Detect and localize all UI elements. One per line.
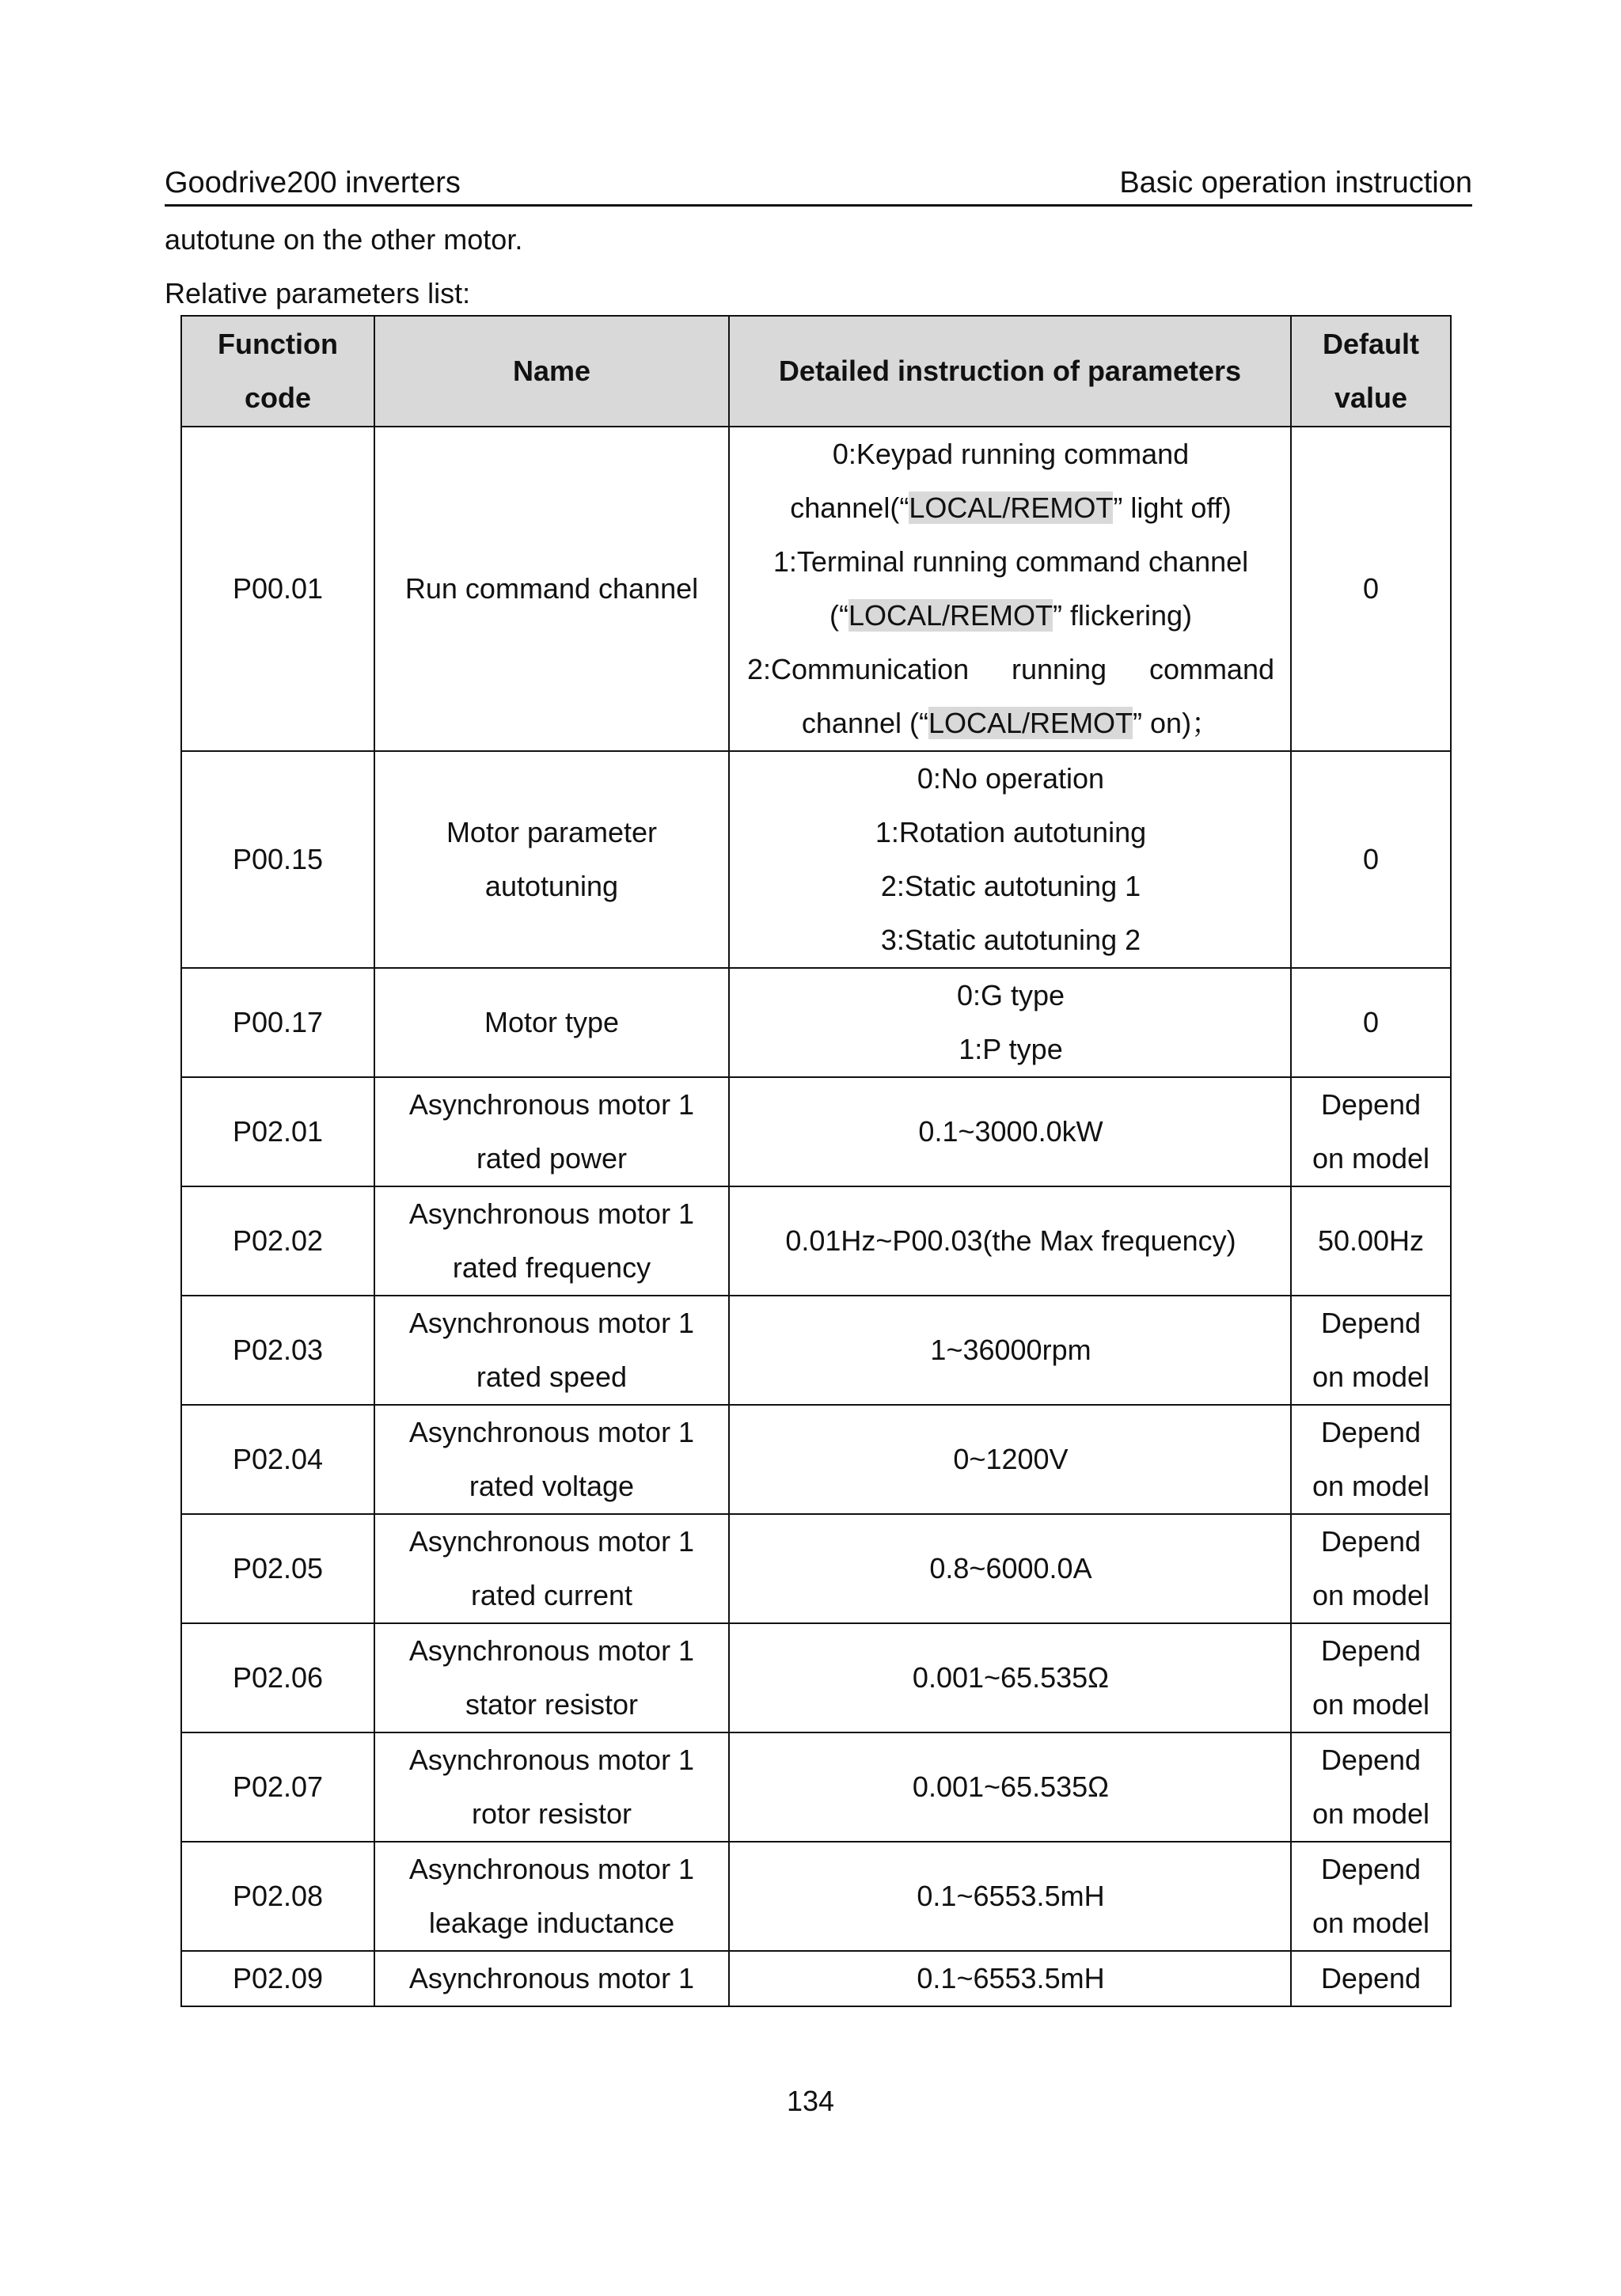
header-function-code: Function code — [181, 316, 374, 427]
table-row — [181, 1951, 1451, 2006]
parameter-name-cell: Asynchronous motor 1 rated frequency — [374, 1186, 729, 1296]
default-value-cell: 0 — [1291, 968, 1451, 1077]
table-row — [181, 1405, 1451, 1514]
description-cell: 0.01Hz~P00.03(the Max frequency) — [729, 1186, 1291, 1296]
parameter-name-cell: Asynchronous motor 1 rated voltage — [374, 1405, 729, 1514]
header-detailed-instruction: Detailed instruction of parameters — [729, 316, 1291, 427]
description-cell: 0.1~6553.5mH — [729, 1951, 1291, 2006]
default-value-cell: Depend on model — [1291, 1732, 1451, 1842]
table-row — [181, 427, 1451, 751]
function-code-cell: P02.02 — [181, 1186, 374, 1296]
parameter-name-cell: Motor parameter autotuning — [374, 751, 729, 968]
page-header — [165, 161, 1472, 207]
highlighted-term: LOCAL/REMOT — [928, 707, 1133, 739]
section-title: Basic operation instruction — [1119, 166, 1472, 199]
description-cell: 0:G type 1:P type — [729, 968, 1291, 1077]
default-value-cell: Depend on model — [1291, 1077, 1451, 1186]
parameter-name-cell: Asynchronous motor 1 rated power — [374, 1077, 729, 1186]
default-value-cell: Depend — [1291, 1951, 1451, 2006]
parameter-name-cell: Asynchronous motor 1 rated speed — [374, 1296, 729, 1405]
table-row — [181, 1623, 1451, 1732]
description-cell: 0.001~65.535Ω — [729, 1623, 1291, 1732]
table-row — [181, 1077, 1451, 1186]
table-row — [181, 1296, 1451, 1405]
function-code-cell: P02.08 — [181, 1842, 374, 1951]
function-code-cell: P02.07 — [181, 1732, 374, 1842]
table-caption: Relative parameters list: — [165, 277, 471, 309]
table-row — [181, 1842, 1451, 1951]
table-row — [181, 751, 1451, 968]
highlighted-term: LOCAL/REMOT — [909, 491, 1114, 524]
default-value-cell: Depend on model — [1291, 1623, 1451, 1732]
intro-text: autotune on the other motor. — [165, 223, 523, 256]
table-row — [181, 1186, 1451, 1296]
description-cell: 0.001~65.535Ω — [729, 1732, 1291, 1842]
table-row — [181, 968, 1451, 1077]
parameter-name-cell: Asynchronous motor 1 stator resistor — [374, 1623, 729, 1732]
parameter-name-cell: Run command channel — [374, 427, 729, 751]
function-code-cell: P00.17 — [181, 968, 374, 1077]
parameter-name-cell: Asynchronous motor 1 rotor resistor — [374, 1732, 729, 1842]
function-code-cell: P02.06 — [181, 1623, 374, 1732]
description-cell: 0.1~3000.0kW — [729, 1077, 1291, 1186]
function-code-cell: P02.04 — [181, 1405, 374, 1514]
function-code-cell: P02.05 — [181, 1514, 374, 1623]
table-row — [181, 1732, 1451, 1842]
default-value-cell: 50.00Hz — [1291, 1186, 1451, 1296]
function-code-cell: P00.01 — [181, 427, 374, 751]
default-value-cell: Depend on model — [1291, 1842, 1451, 1951]
table-header-row — [181, 316, 1451, 427]
parameters-table — [180, 315, 1452, 2007]
description-cell: 0.1~6553.5mH — [729, 1842, 1291, 1951]
parameter-name-cell: Asynchronous motor 1 rated current — [374, 1514, 729, 1623]
parameter-name-cell: Motor type — [374, 968, 729, 1077]
description-cell: 0.8~6000.0A — [729, 1514, 1291, 1623]
function-code-cell: P00.15 — [181, 751, 374, 968]
description-cell: 0:No operation 1:Rotation autotuning 2:Static autotuning 1 3:Static autotuning 2 — [729, 751, 1291, 968]
default-value-cell: Depend on model — [1291, 1514, 1451, 1623]
default-value-cell: 0 — [1291, 427, 1451, 751]
header-default-value: Default value — [1291, 316, 1451, 427]
function-code-cell: P02.01 — [181, 1077, 374, 1186]
description-cell: 0~1200V — [729, 1405, 1291, 1514]
document-title: Goodrive200 inverters — [165, 166, 461, 199]
default-value-cell: Depend on model — [1291, 1296, 1451, 1405]
highlighted-term: LOCAL/REMOT — [848, 599, 1053, 632]
table-row — [181, 1514, 1451, 1623]
parameter-name-cell: Asynchronous motor 1 — [374, 1951, 729, 2006]
page-number: 134 — [786, 2085, 835, 2117]
function-code-cell: P02.03 — [181, 1296, 374, 1405]
default-value-cell: Depend on model — [1291, 1405, 1451, 1514]
default-value-cell: 0 — [1291, 751, 1451, 968]
header-name: Name — [374, 316, 729, 427]
description-cell: 1~36000rpm — [729, 1296, 1291, 1405]
description-cell: 0:Keypad running command channel(“LOCAL/REMOT” light off) 1:Terminal running command channel (“LOCAL/REMOT” flickering) 2:Communication running command channel (“LOCAL/REMOT” on)； — [729, 427, 1291, 751]
function-code-cell: P02.09 — [181, 1951, 374, 2006]
parameter-name-cell: Asynchronous motor 1 leakage inductance — [374, 1842, 729, 1951]
